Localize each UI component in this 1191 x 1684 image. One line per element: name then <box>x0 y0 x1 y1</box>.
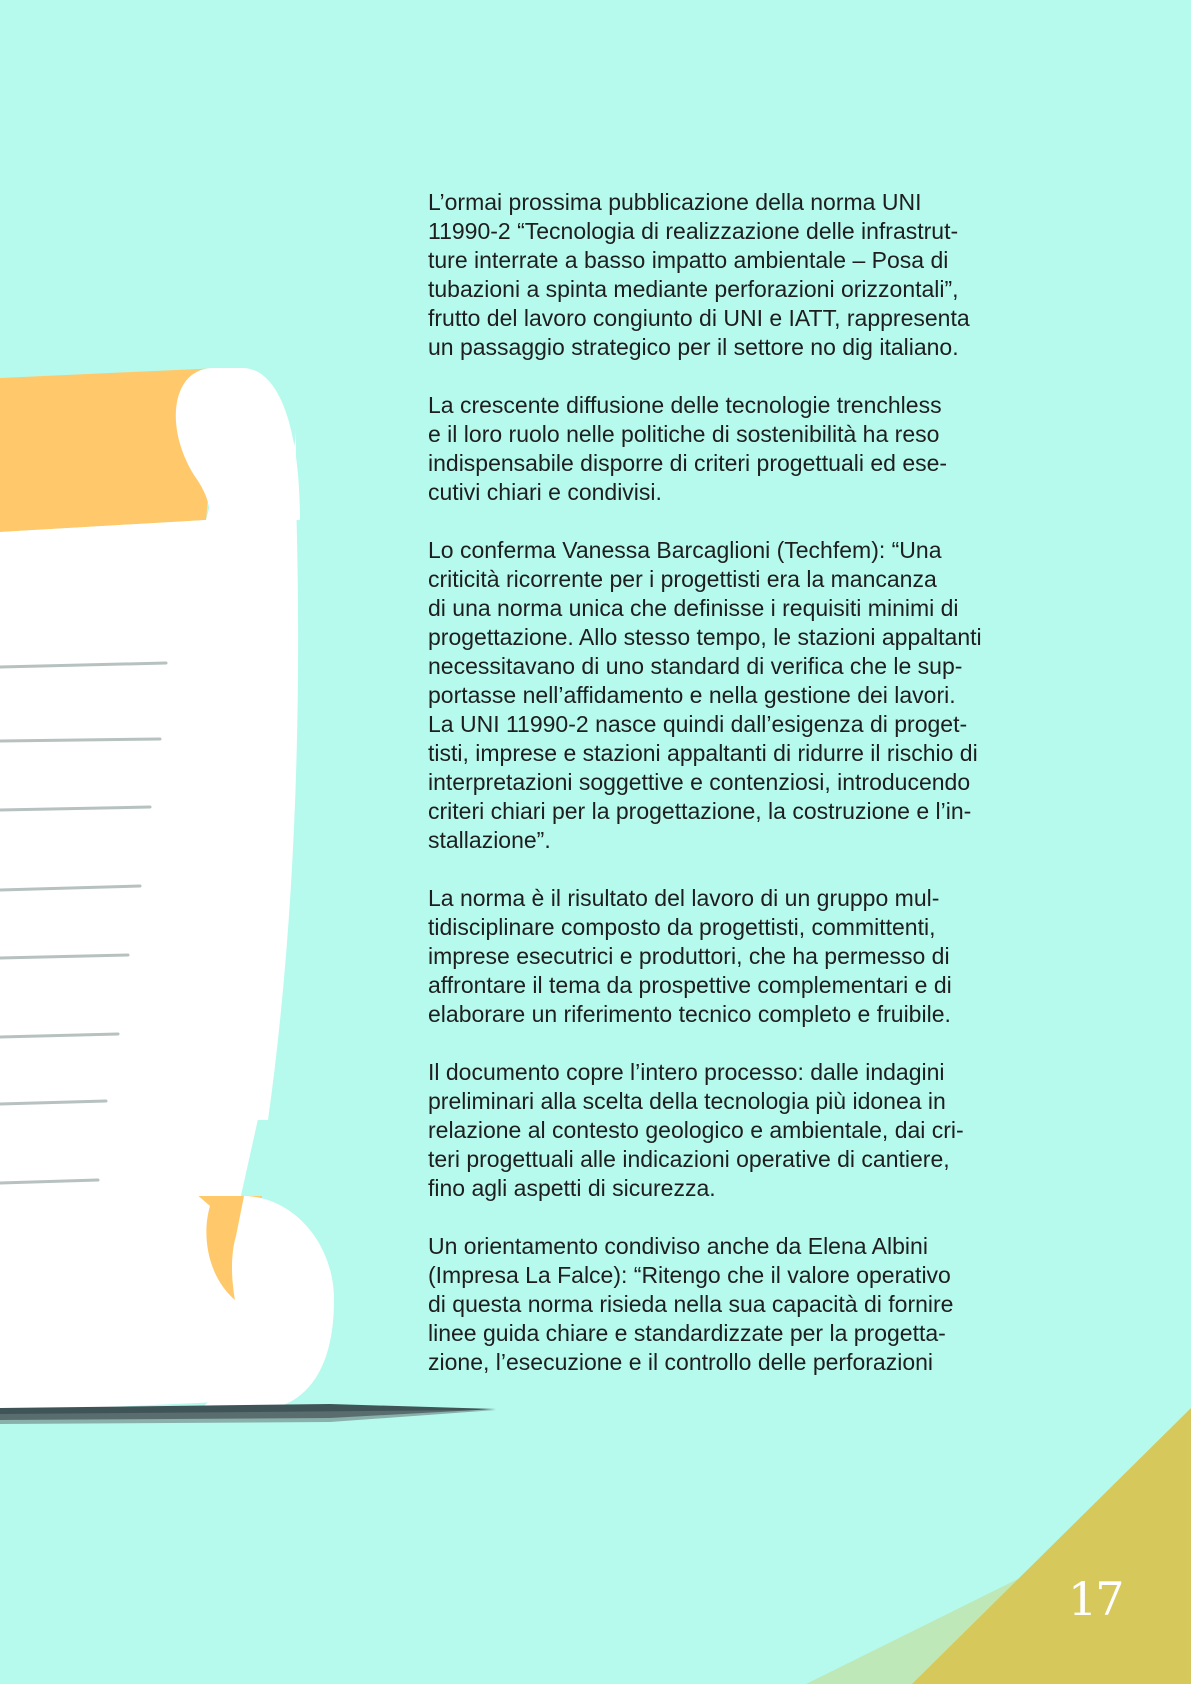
article-paragraph: Un orientamento condiviso anche da Elena Albini (Impresa La Falce): “Ritengo che il valore operativo di questa norma risieda nella sua capacità di fornire linee guida chiare e standardizzate per la progetta- zione, l’esecuzione e il controllo delle perforazioni <box>428 1233 954 1375</box>
article-paragraph: Il documento copre l’intero processo: dalle indagini preliminari alla scelta della tecnologia più idonea in relazione al contesto geologico e ambientale, dai cri- teri progettuali alle indicazioni operative di cantiere, fino agli aspetti di sicurezza. <box>428 1059 964 1201</box>
article-paragraph: La crescente diffusione delle tecnologie trenchless e il loro ruolo nelle politiche di sostenibilità ha reso indispensabile disporre di criteri progettuali ed ese- cutivi chiari e condivisi. <box>428 392 948 505</box>
article-paragraph: Lo conferma Vanessa Barcaglioni (Techfem): “Una criticità ricorrente per i progettisti era la mancanza di una norma unica che definisse i requisiti minimi di progettazione. Allo stesso tempo, le stazioni appaltanti necessitavano di uno standard di verifica che le sup- portasse nell’affidamento e nella gestione dei lavori. La UNI 11990-2 nasce quindi dall’esigenza di proget- tisti, imprese e stazioni appaltanti di ridurre il rischio di interpretazioni soggettive e contenziosi, introducendo criteri chiari per la progettazione, la costruzione e l’in- stallazione”. <box>428 537 982 853</box>
page-number: 17 <box>1068 1572 1123 1626</box>
article-paragraph: L’ormai prossima pubblicazione della norma UNI 11990-2 “Tecnologia di realizzazione delle infrastrut- ture interrate a basso impatto ambientale – Posa di tubazioni a spinta mediante perforazioni orizzontali”, frutto del lavoro congiunto di UNI e IATT, rappresenta un passaggio strategico per il settore no dig italiano. <box>428 189 970 360</box>
article-paragraph: La norma è il risultato del lavoro di un gruppo mul- tidisciplinare composto da progettisti, committenti, imprese esecutrici e produttori, che ha permesso di affrontare il tema da prospettive complementari e di elaborare un riferimento tecnico completo e fruibile. <box>428 885 952 1027</box>
